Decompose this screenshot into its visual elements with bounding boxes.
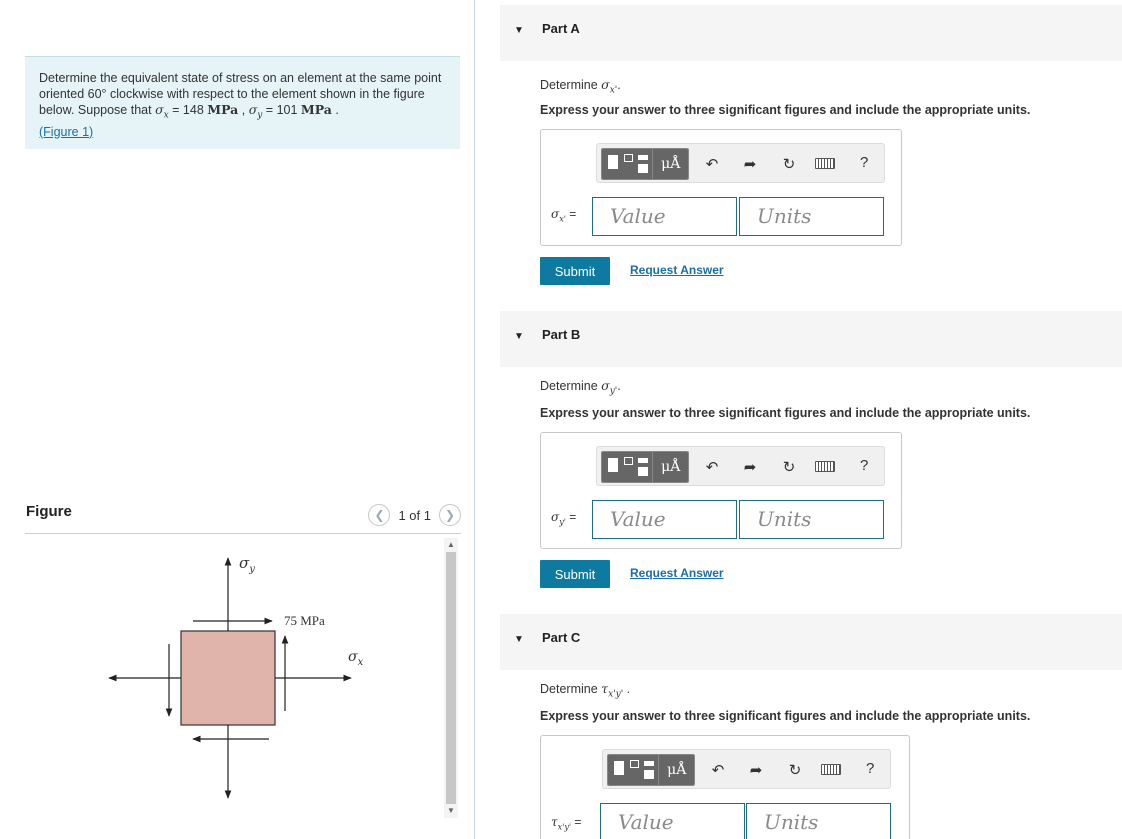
determine-symbol: σ	[601, 77, 610, 92]
sigma-x-label: $\sigma_x$	[348, 649, 364, 668]
keyboard-icon[interactable]	[821, 764, 841, 775]
scroll-down-icon[interactable]: ▼	[447, 806, 455, 815]
part-b-header[interactable]	[500, 311, 1122, 367]
var-sub: x'	[559, 214, 566, 224]
templates-icon[interactable]	[608, 755, 659, 785]
math-toolbar	[602, 749, 891, 789]
part-b-title: Part B	[542, 327, 581, 342]
keyboard-icon[interactable]	[815, 461, 835, 472]
undo-icon[interactable]: ↶	[711, 762, 725, 779]
column-divider	[474, 0, 475, 839]
figure-scroll-thumb[interactable]	[446, 552, 456, 804]
template-group	[601, 148, 689, 180]
stress-element	[181, 631, 275, 725]
shear-label: 75 MPa	[284, 613, 325, 628]
units-icon[interactable]: μÅ	[659, 755, 694, 785]
determine-label: Determine	[540, 682, 602, 696]
value-input[interactable]: Value	[600, 803, 745, 839]
part-a-title: Part A	[542, 21, 580, 36]
determine-symbol: τ	[601, 681, 609, 696]
caret-down-icon[interactable]: ▼	[514, 634, 524, 645]
caret-down-icon[interactable]: ▼	[514, 331, 524, 342]
units-icon[interactable]: μÅ	[653, 149, 688, 179]
part-b-request-answer-link[interactable]: Request Answer	[630, 566, 724, 580]
var-symbol: σ	[551, 510, 560, 524]
chevron-left-icon: ❮	[374, 508, 385, 522]
determine-symbol: σ	[601, 378, 610, 393]
figure-header	[25, 500, 461, 534]
chevron-right-icon: ❯	[444, 508, 456, 522]
determine-period: .	[617, 379, 621, 393]
value-input[interactable]: Value	[592, 500, 737, 539]
unit-mpa-2: MPa	[300, 102, 332, 117]
unit-mpa-1: MPa	[207, 102, 239, 117]
equals-sign: =	[565, 207, 577, 221]
part-c-instruction: Express your answer to three significant figures and include the appropriate units.	[540, 709, 1031, 723]
determine-period: .	[623, 682, 631, 696]
comma: ,	[238, 103, 249, 117]
reset-icon[interactable]: ↻	[782, 156, 796, 173]
problem-statement	[25, 56, 460, 149]
part-a-answer-box	[540, 129, 902, 246]
determine-period: .	[617, 78, 621, 92]
part-a-request-answer-link[interactable]: Request Answer	[630, 263, 724, 277]
figure-title: Figure	[26, 503, 72, 520]
template-group	[607, 754, 695, 786]
equals-sign: =	[571, 815, 582, 829]
part-b-instruction: Express your answer to three significant figures and include the appropriate units.	[540, 406, 1031, 420]
part-c-determine	[540, 681, 630, 700]
part-b-var-label	[551, 510, 576, 526]
part-a-determine	[540, 77, 621, 96]
var-symbol: σ	[551, 207, 560, 221]
part-c-header[interactable]	[500, 614, 1122, 670]
figure-pager	[368, 504, 461, 526]
pager-text: 1 of 1	[398, 507, 431, 523]
part-a-var-label	[551, 207, 576, 223]
period: .	[331, 103, 339, 117]
equals-sign: =	[565, 510, 577, 524]
stress-element-figure	[25, 536, 445, 839]
part-b-submit-button[interactable]: Submit	[540, 560, 610, 588]
sigma-y-value: = 101	[262, 103, 301, 117]
part-a-submit-button[interactable]: Submit	[540, 257, 610, 285]
undo-icon[interactable]: ↶	[705, 459, 719, 476]
templates-icon[interactable]	[602, 149, 653, 179]
redo-icon[interactable]: ➦	[749, 762, 763, 779]
determine-sub: y'	[609, 386, 618, 397]
determine-sub: x'	[609, 85, 618, 96]
part-c-title: Part C	[542, 630, 581, 645]
figure-link[interactable]: (Figure 1)	[39, 124, 94, 139]
var-sub: x'y'	[557, 822, 572, 832]
redo-icon[interactable]: ➦	[743, 156, 757, 173]
prev-figure-button[interactable]	[368, 504, 390, 526]
reset-icon[interactable]: ↻	[782, 459, 796, 476]
units-input[interactable]: Units	[739, 500, 884, 539]
sigma-y-label: $\sigma_y$	[239, 554, 255, 575]
part-a-header[interactable]	[500, 5, 1122, 61]
part-c-answer-box	[540, 735, 910, 839]
units-icon[interactable]: μÅ	[653, 452, 688, 482]
sigma-x-symbol: σ	[155, 102, 164, 117]
sigma-x-value: = 148	[168, 103, 208, 117]
next-figure-button[interactable]	[439, 504, 461, 526]
part-b-determine	[540, 378, 621, 397]
part-c-var-label	[551, 815, 581, 831]
math-toolbar	[596, 446, 885, 486]
var-symbol: τ	[551, 815, 558, 829]
sigma-x-sub: x	[163, 110, 169, 121]
value-input[interactable]: Value	[592, 197, 737, 236]
undo-icon[interactable]: ↶	[705, 156, 719, 173]
sigma-y-symbol: σ	[248, 102, 258, 117]
problem-text: Determine the equivalent state of stress on an element at the same point oriented 60° clockwise with respect to the element shown in the figure below. Suppose that	[39, 71, 442, 117]
templates-icon[interactable]	[602, 452, 653, 482]
help-icon[interactable]: ?	[860, 457, 869, 474]
caret-down-icon[interactable]: ▼	[514, 25, 524, 36]
sigma-y-sub: y	[257, 110, 263, 121]
scroll-up-icon[interactable]: ▲	[447, 540, 455, 549]
template-group	[601, 451, 689, 483]
determine-label: Determine	[540, 379, 602, 393]
reset-icon[interactable]: ↻	[788, 762, 802, 779]
left-column	[0, 0, 474, 839]
help-icon[interactable]: ?	[866, 760, 875, 777]
redo-icon[interactable]: ➦	[743, 459, 757, 476]
part-b-answer-box	[540, 432, 902, 549]
part-a-instruction: Express your answer to three significant figures and include the appropriate units.	[540, 103, 1031, 117]
math-toolbar	[596, 143, 885, 183]
keyboard-icon[interactable]	[815, 158, 835, 169]
units-input[interactable]: Units	[739, 197, 884, 236]
var-sub: y'	[559, 517, 566, 527]
determine-sub: x'y'	[608, 689, 624, 700]
determine-label: Determine	[540, 78, 602, 92]
help-icon[interactable]: ?	[860, 154, 869, 171]
units-input[interactable]: Units	[746, 803, 891, 839]
